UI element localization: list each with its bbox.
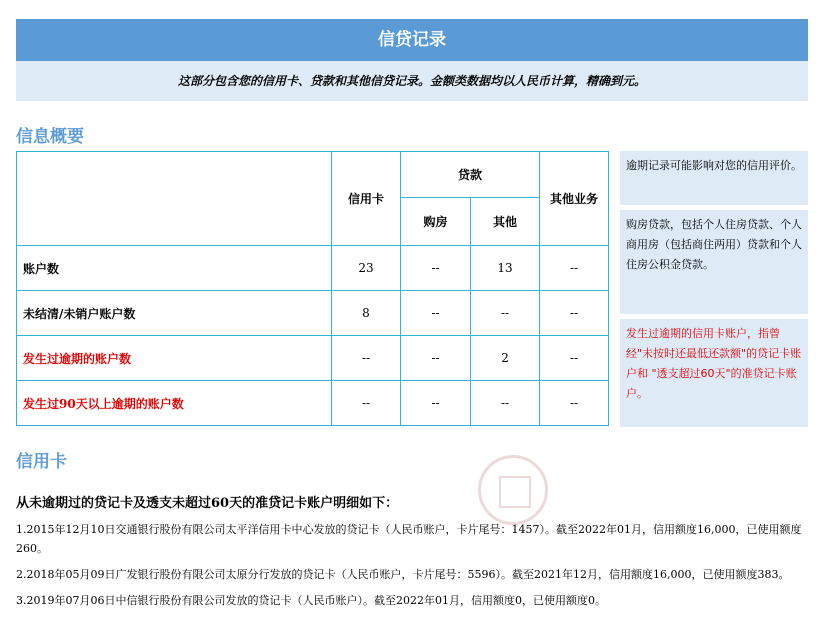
header-empty-cell <box>17 152 332 246</box>
cell-housing: -- <box>401 291 471 336</box>
list-item: 2.2018年05月09日广发银行股份有限公司太原分行发放的贷记卡（人民币账户，卡片尾号：5596）。截至2021年12月，信用额度16,000，已使用额度383。 <box>16 568 790 581</box>
cell-housing: -- <box>401 246 471 291</box>
side-note-housing-loan: 购房贷款，包括个人住房贷款、个人商用房（包括商住两用）贷款和个人住房公积金贷款。 <box>620 210 808 314</box>
list-item: 1.2015年12月10日交通银行股份有限公司太平洋信用卡中心发放的贷记卡（人民币账户，卡片尾号：1457）。截至2022年01月，信用额度16,000，已使用额度260。 <box>16 523 802 555</box>
header-other-business: 其他业务 <box>540 152 609 246</box>
cell-other-business: -- <box>540 246 609 291</box>
cell-other: -- <box>471 381 540 426</box>
table-row <box>17 291 609 336</box>
list-item: 3.2019年07月06日中信银行股份有限公司发放的贷记卡（人民币账户）。截至2022年01月，信用额度0，已使用额度0。 <box>16 594 606 607</box>
cell-other-business: -- <box>540 291 609 336</box>
table-row <box>17 246 609 291</box>
row-label: 发生过逾期的账户数 <box>17 336 332 381</box>
overview-title: 信息概要 <box>16 127 84 147</box>
detail-heading: 从未逾期过的贷记卡及透支未超过60天的准贷记卡账户明细如下： <box>16 496 399 511</box>
cell-credit-card: -- <box>332 381 401 426</box>
credit-card-title: 信用卡 <box>16 452 67 472</box>
cell-housing: -- <box>401 336 471 381</box>
cell-other: -- <box>471 291 540 336</box>
cell-credit-card: 8 <box>332 291 401 336</box>
section-note: 这部分包含您的信用卡、贷款和其他信贷记录。金额类数据均以人民币计算，精确到元。 <box>16 61 808 101</box>
row-label: 未结清/未销户账户数 <box>17 291 332 336</box>
header-loan-other: 其他 <box>471 198 540 246</box>
header-loan: 贷款 <box>401 152 540 198</box>
cell-other-business: -- <box>540 336 609 381</box>
cell-other-business: -- <box>540 381 609 426</box>
header-credit-card: 信用卡 <box>332 152 401 246</box>
side-note-overdue-definition: 发生过逾期的信用卡账户，指曾经"未按时还最低还款额"的贷记卡账户和 "透支超过60天"的准贷记卡账户。 <box>620 319 808 427</box>
cell-credit-card: -- <box>332 336 401 381</box>
table-row <box>17 381 609 426</box>
cell-other: 2 <box>471 336 540 381</box>
seal-watermark <box>478 455 548 525</box>
side-note-overdue-impact: 逾期记录可能影响对您的信用评价。 <box>620 151 808 205</box>
cell-other: 13 <box>471 246 540 291</box>
row-label: 账户数 <box>17 246 332 291</box>
section-header: 信贷记录 <box>16 19 808 61</box>
credit-card-detail-list <box>16 520 812 617</box>
cell-housing: -- <box>401 381 471 426</box>
cell-credit-card: 23 <box>332 246 401 291</box>
row-label: 发生过90天以上逾期的账户数 <box>17 381 332 426</box>
table-row <box>17 336 609 381</box>
header-loan-housing: 购房 <box>401 198 471 246</box>
overview-table <box>16 151 609 426</box>
